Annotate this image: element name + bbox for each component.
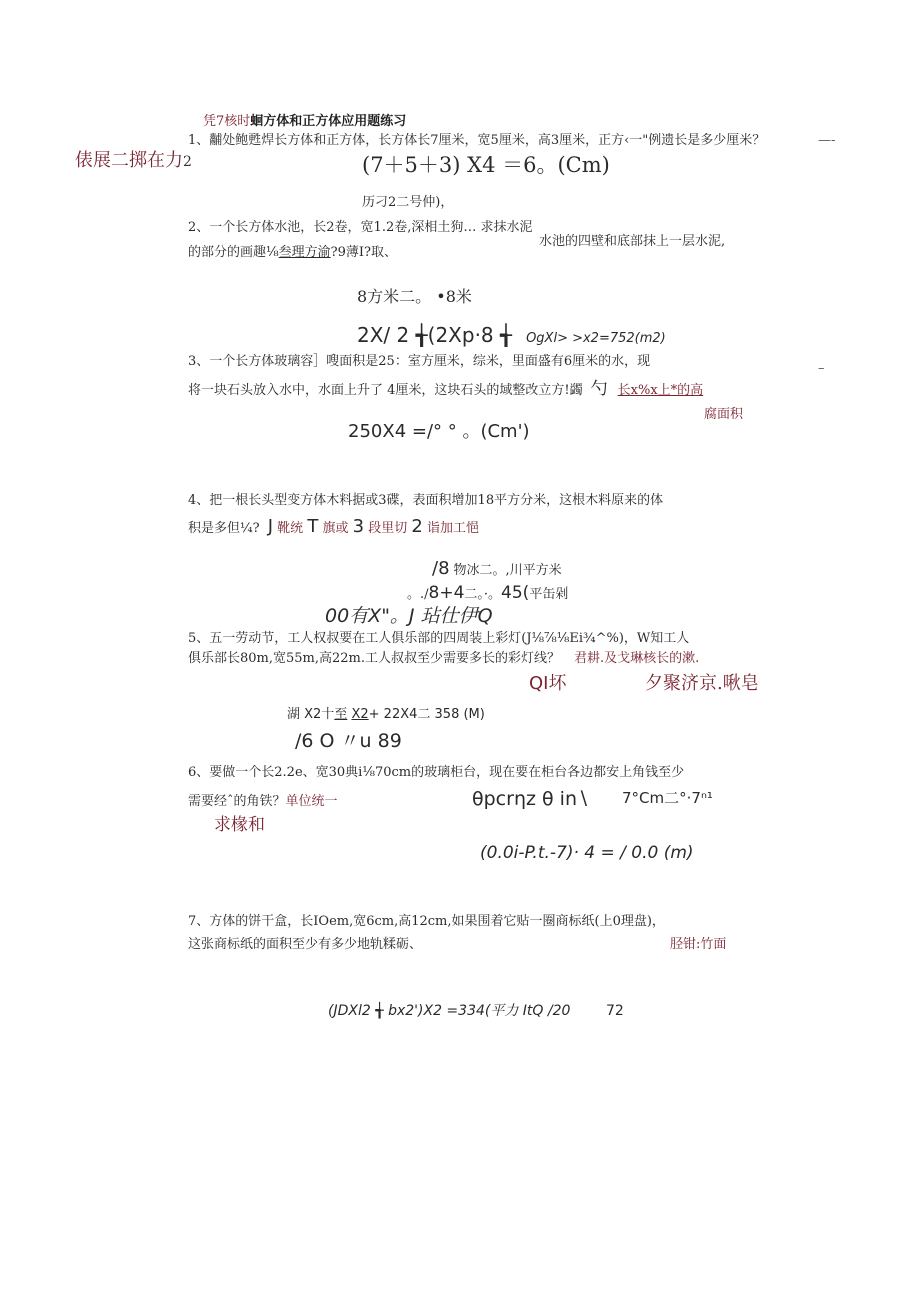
q7-formula: (JDXl2 ╅ bx2')X2 =334(平力 ItQ /20 <box>328 1003 571 1019</box>
q5-red-left: QI坏 <box>529 673 567 694</box>
q4-line2 <box>188 518 479 536</box>
q5-answer: /6 O 〃u 89 <box>295 730 402 752</box>
q4-line2-b: 旗或 <box>322 521 349 536</box>
q2-answer2 <box>357 325 666 345</box>
q3-line2-red: 长x%x上*的高 <box>617 383 704 398</box>
q3-line2 <box>188 381 703 398</box>
q4-line2-3: 3 <box>352 516 365 537</box>
q2-answer2-big: 2X/ 2 ╅(2Xp·8 ╅ <box>357 323 513 347</box>
q1-handwriting-text: 俵展二掷在力 <box>75 150 183 171</box>
q1-formula: (7＋5＋3) X4 ＝6。(Cm) <box>362 153 610 177</box>
q4-answer1-text: 物冰二。,川平方米 <box>453 563 562 578</box>
q1-text: 1、黼处鲍甦焊长方体和正方体，长方体长7厘米，宽5厘米，高3厘米，正方‹一"例遗长是多少厘米？ <box>188 133 766 148</box>
margin-mark-mid: – <box>818 361 825 376</box>
q4-line2-prefix: 积是多但¼? <box>188 521 260 536</box>
q1-handwriting <box>75 152 192 170</box>
q5-red-right: 夕聚济京.啾皂 <box>645 673 759 694</box>
title-main: 蛔方体和正方体应用题练习 <box>250 114 407 129</box>
q4-answer3: 00有X"。J 玷仕伊Q <box>325 605 493 627</box>
q3-line1: 3、一个长方体玻璃容］嗖面积是25：室方厘米，综米，里面盛有6厘米的水，现 <box>188 354 651 369</box>
q4-answer1-num: /8 <box>432 558 450 579</box>
q7-line1: 7、方体的饼干盒，长IOem,宽6cm,高12cm,如果围着它贴一圈商标纸(上0理盘)， <box>188 914 665 929</box>
q5-line2-red: 君耕.及戈琳核长的漱. <box>574 651 700 666</box>
q4-answer2 <box>407 585 568 602</box>
q6-red-handwriting: 求椽和 <box>214 815 265 835</box>
q6-formula-a: θpcrηz θ in∖ <box>472 788 590 810</box>
q5-line2-text: 俱乐部长80m,宽55m,高22m.工人叔叔至少需要多长的彩灯线？ <box>188 651 561 666</box>
q4-answer2-text: 二。·。 <box>464 587 502 602</box>
q3-formula: 250X4 =/° ° 。(Cm') <box>348 421 530 442</box>
q4-answer2-mid: 8+4 <box>428 583 465 603</box>
q7-line2: 这张商标纸的面积至少有多少地轨糅砺、 <box>188 937 423 952</box>
title-prefix: 凭7核时 <box>203 114 251 129</box>
q3-line2-text: 将一块石头放入水中，水面上升了 4厘米，这块石头的域整改立方!蠲 <box>188 383 583 398</box>
q2-line1-right: 水池的四壁和底部抹上一层水泥, <box>539 234 726 249</box>
q4-answer2-prefix: 。./ <box>407 587 429 602</box>
q2-line2-prefix: 的部分的画趣⅛ <box>188 245 279 260</box>
q1-handwriting-suffix: 2 <box>183 154 192 170</box>
q4-line2-c: 段里切 <box>368 521 408 536</box>
q6-cut-line-text: (0.0i-P.t.-7)· 4 = / 0.0 (m) <box>480 843 694 863</box>
q7-formula-tail: 72 <box>606 1003 624 1019</box>
q5-formula-u1: 至 <box>334 707 348 722</box>
q4-answer1 <box>432 560 562 578</box>
q5-line2 <box>188 652 699 665</box>
q4-line2-a: 靴统 <box>277 521 304 536</box>
q5-formula-suffix: + 22X4二 358 (M) <box>368 707 485 722</box>
q5-line1: 5、五一劳动节，工人权叔要在工人俱乐部的四周装上彩灯(J⅛⅞⅛Ei¾^%)，W知工人 <box>188 631 690 646</box>
q4-answer2-suffix: 平缶剁 <box>529 587 569 602</box>
q2-answer2-small: OgXl> >x2=752(m2) <box>526 331 666 346</box>
q2-line2-suffix: ?9薄I?取、 <box>330 245 397 260</box>
margin-mark-top: —- <box>818 133 836 148</box>
worksheet-title <box>203 115 406 128</box>
q4-line2-d: 诣加工悒 <box>426 521 479 536</box>
q6-line2-red: 单位统一 <box>285 794 338 809</box>
q4-line2-2: 2 <box>411 516 423 537</box>
q5-formula-prefix: 湖 X2十 <box>287 707 335 722</box>
q6-line1: 6、要做一个长2.2e、宽30典i⅛70cm的玻璃柜台，现在要在柜台各边都安上角钱至少 <box>188 765 685 780</box>
q6-line2-text: 需要经ˆ的角铁？ <box>188 794 286 809</box>
q6-line2 <box>188 795 338 808</box>
q5-formula <box>287 708 485 721</box>
q4-line2-t: T <box>307 516 319 537</box>
q2-line2-underlined: 叁理方渝 <box>278 245 331 260</box>
q2-line2 <box>188 246 397 259</box>
q3-red-note: 腐面积 <box>704 407 744 422</box>
q5-formula-u2: X2 <box>351 707 369 722</box>
q4-line1: 4、把一根长头型变方体木料据或3碟，表面积增加18平方分米，这根木料原来的体 <box>188 493 664 508</box>
q1-note: 历刁2二号仲)， <box>362 195 454 210</box>
q7-line2-red: 胫钳:竹面 <box>670 937 727 952</box>
q6-formula-b: 7°Cm二°·7ⁿ¹ <box>622 789 713 807</box>
q4-answer2-num: 45( <box>501 583 530 603</box>
q6-cut-line <box>480 843 780 863</box>
q2-answer1: 8方米二。 •8米 <box>357 287 472 306</box>
q4-line2-j: J <box>267 516 274 537</box>
q2-line1: 2、一个长方体水池，长2卷，宽1.2卷,深相土狗… 求抹水泥 <box>188 220 533 235</box>
q3-line2-mark: 勺 <box>590 379 608 399</box>
